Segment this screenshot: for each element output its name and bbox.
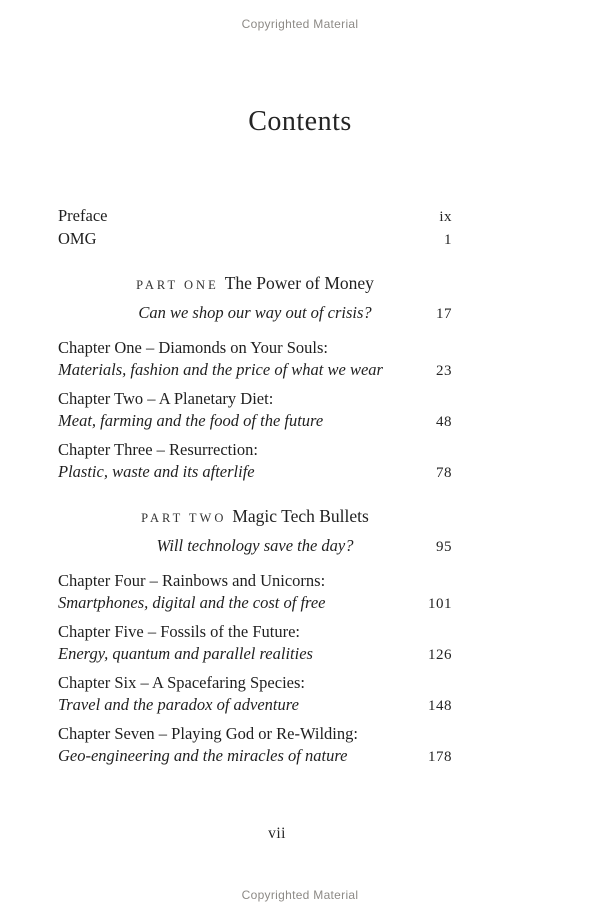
- entry-page-number: 178: [428, 749, 452, 765]
- part-two-heading: [58, 504, 452, 530]
- part-one-heading: [58, 271, 452, 297]
- chapter-title: Chapter Two – A Planetary Diet:: [58, 389, 274, 408]
- entry-page-number: ix: [439, 209, 452, 225]
- entry-page-number: 23: [436, 363, 452, 379]
- part-label: PART TWO: [141, 511, 227, 525]
- part-two-chapters: [58, 570, 452, 768]
- toc-entry-preface: [58, 205, 452, 228]
- entry-label: Preface: [58, 206, 108, 225]
- toc-entry-chapter-three: [58, 439, 452, 484]
- chapter-title: Chapter Five – Fossils of the Future:: [58, 622, 300, 641]
- chapter-subtitle-row: [58, 694, 452, 717]
- entry-page-number: 101: [428, 596, 452, 612]
- chapter-subtitle-row: [58, 745, 452, 768]
- copyright-notice-bottom: Copyrighted Material: [241, 888, 359, 902]
- entry-label: OMG: [58, 229, 97, 248]
- toc-entry-chapter-six: [58, 672, 452, 717]
- chapter-subtitle-row: [58, 461, 452, 484]
- chapter-subtitle-row: [58, 592, 452, 615]
- contents-title: Contents: [248, 106, 352, 137]
- toc-entry-chapter-two: [58, 388, 452, 433]
- copyright-notice-top: Copyrighted Material: [241, 17, 359, 31]
- part-one-chapters: [58, 337, 452, 484]
- chapter-subtitle-row: [58, 359, 452, 382]
- entry-page-number: 17: [436, 306, 452, 322]
- chapter-subtitle: Plastic, waste and its afterlife: [58, 462, 255, 481]
- chapter-title: Chapter Six – A Spacefaring Species:: [58, 673, 305, 692]
- toc-entry-chapter-five: [58, 621, 452, 666]
- part-title: Magic Tech Bullets: [232, 506, 369, 526]
- part-two-subtitle-row: [58, 534, 452, 558]
- toc-entry-chapter-one: [58, 337, 452, 382]
- part-subtitle: Can we shop our way out of crisis?: [138, 303, 372, 322]
- toc-entry-chapter-four: [58, 570, 452, 615]
- entry-page-number: 95: [436, 539, 452, 555]
- toc-entry-omg: [58, 228, 452, 251]
- chapter-subtitle-row: [58, 410, 452, 433]
- entry-page-number: 48: [436, 414, 452, 430]
- entry-page-number: 126: [428, 647, 452, 663]
- chapter-subtitle: Energy, quantum and parallel realities: [58, 644, 313, 663]
- part-title: The Power of Money: [224, 273, 374, 293]
- chapter-subtitle: Geo-engineering and the miracles of nature: [58, 746, 348, 765]
- entry-page-number: 78: [436, 465, 452, 481]
- chapter-subtitle-row: [58, 643, 452, 666]
- chapter-title: Chapter One – Diamonds on Your Souls:: [58, 338, 328, 357]
- chapter-subtitle: Smartphones, digital and the cost of free: [58, 593, 326, 612]
- chapter-title: Chapter Four – Rainbows and Unicorns:: [58, 571, 326, 590]
- chapter-subtitle: Travel and the paradox of adventure: [58, 695, 299, 714]
- toc-entry-chapter-seven: [58, 723, 452, 768]
- page-folio: vii: [268, 825, 286, 842]
- chapter-subtitle: Materials, fashion and the price of what we wear: [58, 360, 383, 379]
- part-subtitle: Will technology save the day?: [156, 536, 354, 555]
- entry-page-number: 1: [444, 232, 452, 248]
- part-one-subtitle-row: [58, 301, 452, 325]
- chapter-subtitle: Meat, farming and the food of the future: [58, 411, 324, 430]
- table-of-contents: [58, 205, 452, 774]
- chapter-title: Chapter Three – Resurrection:: [58, 440, 258, 459]
- part-label: PART ONE: [136, 278, 219, 292]
- entry-page-number: 148: [428, 698, 452, 714]
- chapter-title: Chapter Seven – Playing God or Re-Wilding:: [58, 724, 358, 743]
